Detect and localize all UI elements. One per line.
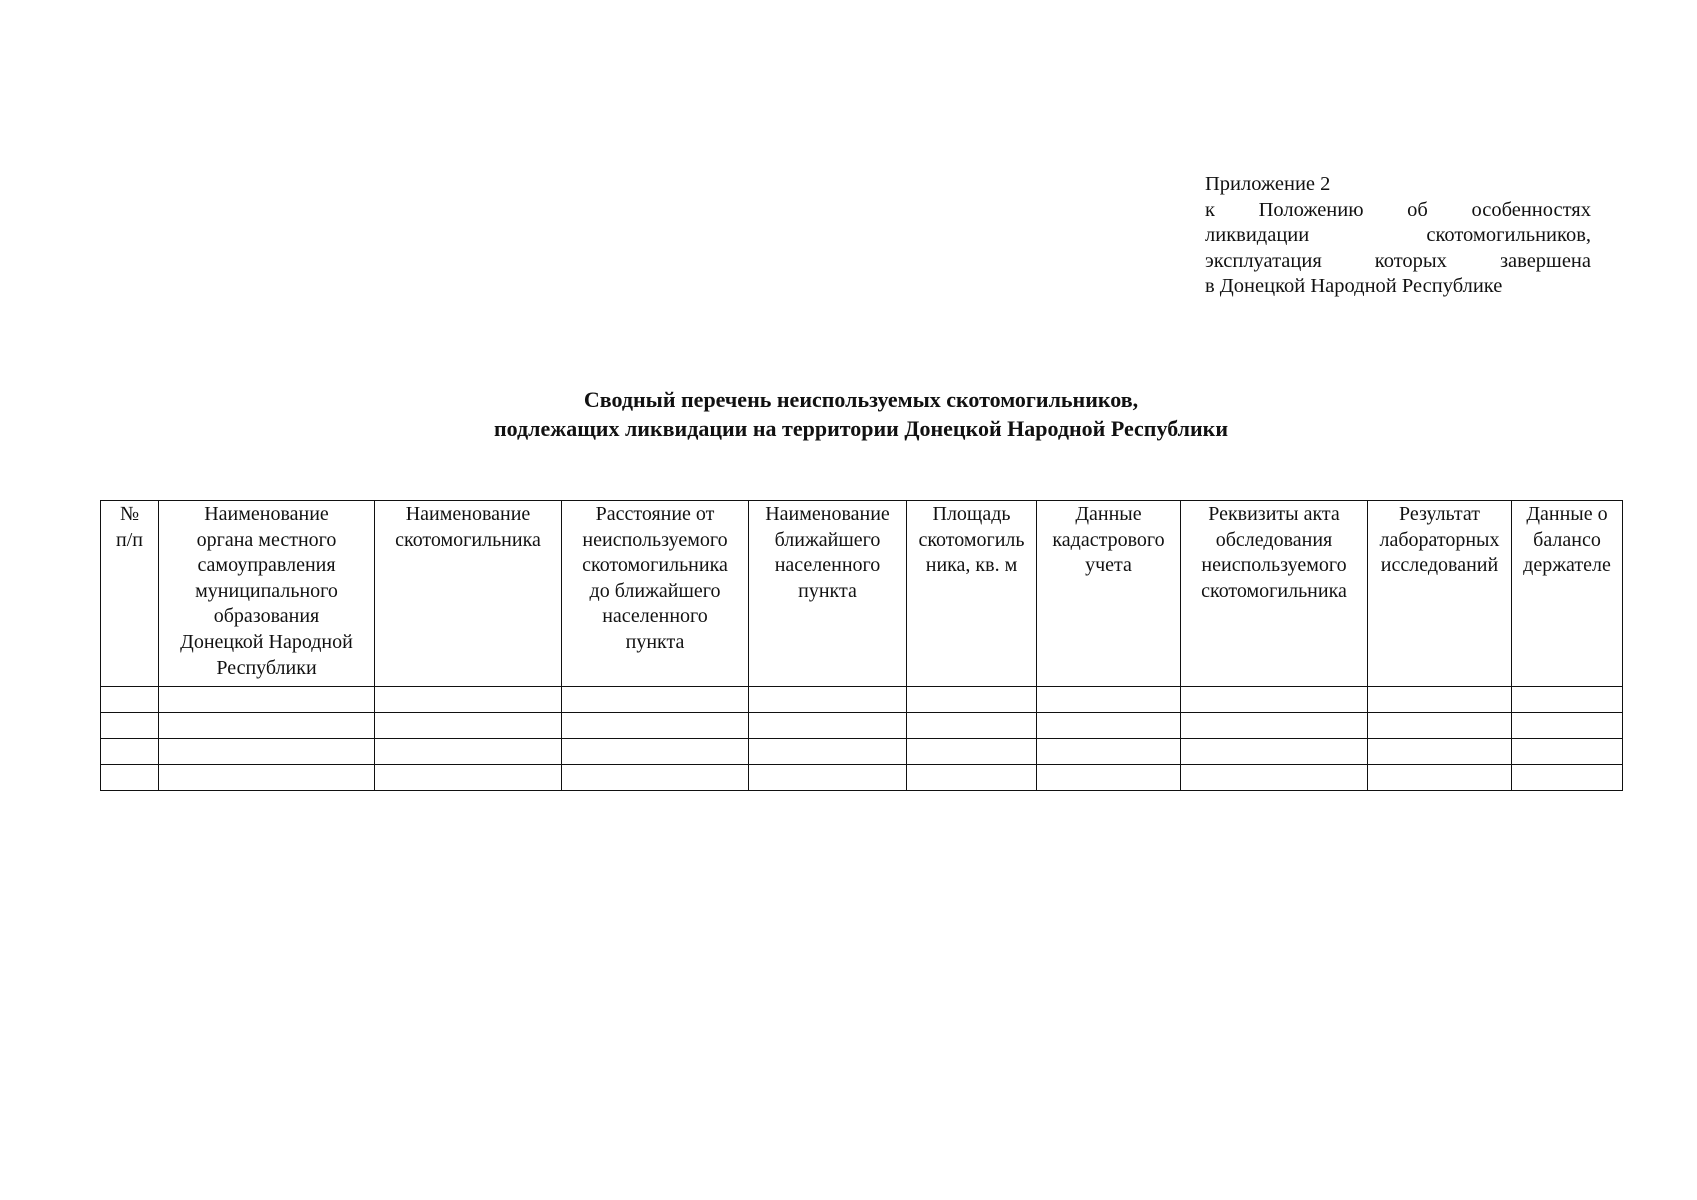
table-cell [159, 713, 375, 739]
table-cell [101, 687, 159, 713]
document-title-line: Сводный перечень неиспользуемых скотомогильников, [583, 387, 1139, 412]
appendix-word: Положению [1258, 198, 1364, 221]
table-cell [749, 687, 907, 713]
table-cell [375, 765, 562, 791]
appendix-word: эксплуатация [1205, 249, 1322, 272]
table-cell [1368, 687, 1512, 713]
table-cell [1181, 687, 1368, 713]
table-cell [1512, 739, 1623, 765]
table-row [101, 713, 1623, 739]
table-cell [562, 713, 749, 739]
table-cell [749, 739, 907, 765]
table-cell [562, 687, 749, 713]
appendix-word: к [1205, 198, 1215, 221]
table-row [101, 765, 1623, 791]
table-cell [1512, 765, 1623, 791]
appendix-word: об [1407, 198, 1428, 221]
appendix-reference [1205, 172, 1591, 300]
appendix-line-liquidation [1205, 223, 1591, 249]
table-header-row [101, 501, 1623, 687]
table-row [101, 739, 1623, 765]
header-lab-results: Результат лабораторных исследований [1368, 501, 1512, 687]
table-cell [1181, 739, 1368, 765]
table-cell [375, 713, 562, 739]
table-cell [1181, 765, 1368, 791]
header-area: Площадь скотомогиль ника, кв. м [907, 501, 1037, 687]
header-number: № п/п [101, 501, 159, 687]
appendix-word: ликвидации [1205, 224, 1310, 247]
table-cell [1368, 739, 1512, 765]
table-cell [1181, 713, 1368, 739]
table-cell [101, 739, 159, 765]
table-cell [562, 739, 749, 765]
table-cell [1512, 687, 1623, 713]
header-inspection-act: Реквизиты акта обследования неиспользуемого скотомогильника [1181, 501, 1368, 687]
table-cell [375, 687, 562, 713]
appendix-word: скотомогильников, [1426, 224, 1591, 247]
table-cell [907, 765, 1037, 791]
document-title [100, 385, 1622, 443]
table-cell [1368, 713, 1512, 739]
appendix-number: Приложение 2 [1205, 173, 1331, 195]
header-balance-holder: Данные о балансо держателе [1512, 501, 1623, 687]
appendix-word: которых [1374, 249, 1447, 272]
table-body [101, 687, 1623, 791]
header-burial-site-name: Наименование скотомогильника [375, 501, 562, 687]
appendix-word: особенностях [1471, 198, 1591, 221]
table-cell [101, 713, 159, 739]
table-row [101, 687, 1623, 713]
header-cadastral-data: Данные кадастрового учета [1037, 501, 1181, 687]
burial-sites-table [100, 500, 1623, 791]
table-cell [1037, 713, 1181, 739]
table-cell [159, 739, 375, 765]
table-cell [749, 765, 907, 791]
table-cell [1512, 713, 1623, 739]
table-cell [907, 739, 1037, 765]
header-nearest-settlement: Наименование ближайшего населенного пункта [749, 501, 907, 687]
table-cell [1037, 739, 1181, 765]
table-cell [1368, 765, 1512, 791]
table-cell [375, 739, 562, 765]
table-cell [562, 765, 749, 791]
table-cell [749, 713, 907, 739]
table-cell [1037, 687, 1181, 713]
table-cell [907, 687, 1037, 713]
appendix-word: завершена [1499, 249, 1591, 272]
table-cell [101, 765, 159, 791]
appendix-line-republic: в Донецкой Народной Республике [1205, 275, 1503, 298]
table-cell [159, 687, 375, 713]
table-cell [1037, 765, 1181, 791]
document-title-line: подлежащих ликвидации на территории Донецкой Народной Республики [493, 416, 1229, 441]
appendix-line-operation [1205, 249, 1591, 275]
header-distance: Расстояние от неиспользуемого скотомогильника до ближайшего населенного пункта [562, 501, 749, 687]
header-local-authority: Наименование органа местного самоуправления муниципального образования Донецкой Народной Республики [159, 501, 375, 687]
appendix-line-regulation [1205, 198, 1591, 224]
table-cell [907, 713, 1037, 739]
table-cell [159, 765, 375, 791]
